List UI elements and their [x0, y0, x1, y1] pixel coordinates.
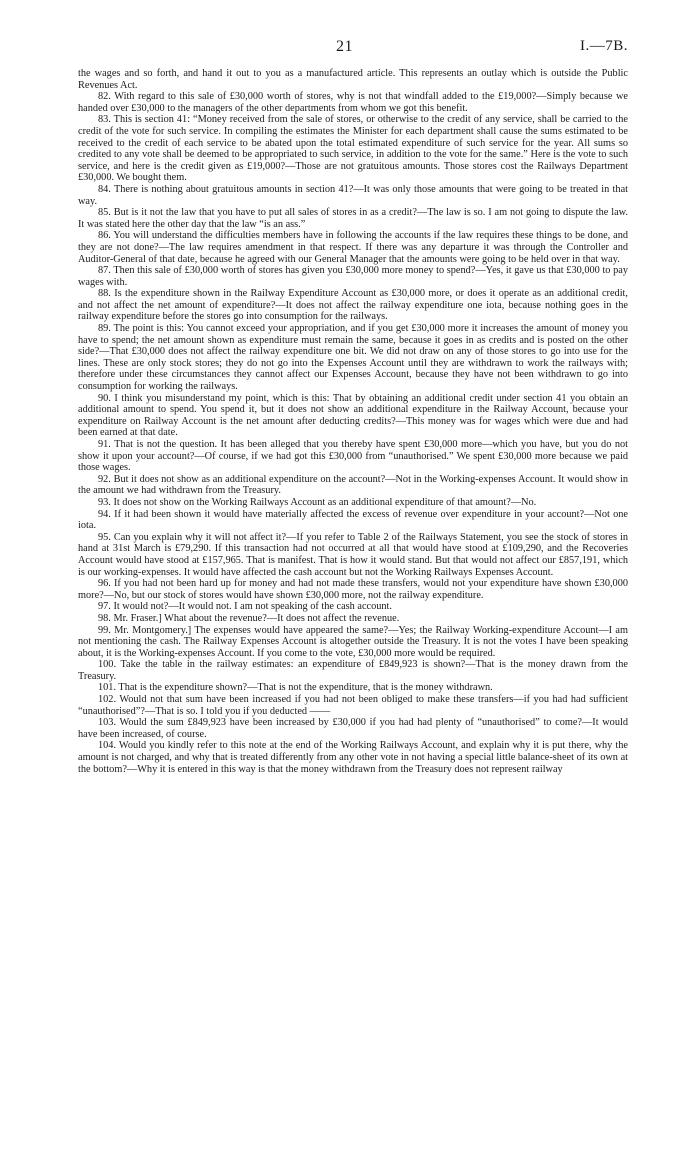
- paragraph-95: 95. Can you explain why it will not affect it?—If you refer to Table 2 of the Railways Statement, you see the stock of stores in hand at 31st March is £79,290. If this transaction had not occurred at all that would have stood at £109,290, and the Recoveries Account would have stood at £157,965. That is manifest. That is how it would stand. But that would not affect our £857,191, which is our working-expenses. It would have affected the cash account but not the Working Railways Expenses Account.: [78, 531, 628, 578]
- paragraph-93: 93. It does not show on the Working Railways Account as an additional expenditure of that amount?—No.: [98, 496, 537, 508]
- paragraph-100: 100. Take the table in the railway estimates: an expenditure of £849,923 is shown?—That is the money drawn from the Treasury.: [78, 659, 628, 682]
- paragraph-103: 103. Would the sum £849,923 have been increased by £30,000 if you had had plenty of “unauthorised” to come?—It would have been increased, of course.: [78, 717, 628, 740]
- paragraph-84: 84. There is nothing about gratuitous amounts in section 41?—It was only those amounts that were going to be treated in that way.: [78, 183, 628, 207]
- paragraph-continuation: the wages and so forth, and hand it out to you as a manufactured article. This represents an outlay which is outside the Public Revenues Act.: [78, 68, 628, 91]
- paragraph-82: 82. With regard to this sale of £30,000 worth of stores, why is not that windfall added to the £19,000?—Simply because we handed over £30,000 to the managers of the other departments from whom we got this benefit.: [78, 91, 628, 114]
- paragraph-89: 89. The point is this: You cannot exceed your appropriation, and if you get £30,000 more it increases the amount of money you have to spend; the net amount shown as expenditure must remain the same, because it goes in as credits and is posted on the other side?—That £30,000 does not affect the railway expenditure one bit. We did not draw on any of those stores to go into use for the lines. These are only stock stores; they do not go into the Expenses Account until they are withdrawn to work the railways with; therefore under these circumstances they cannot affect our Expenses Account, because they have not been withdrawn to go into consumption for working the railways.: [78, 323, 628, 393]
- body-text: [78, 68, 628, 775]
- document-page: [78, 38, 628, 775]
- paragraph-99: 99. Mr. Montgomery.] The expenses would have appeared the same?—Yes; the Railway Working-expenditure Account—I am not mentioning the cash. The Railway Expenses Account is altogether outside the Treasury. It is not the votes I have been speaking about, it is the Working-expenses Account. If you come to the vote, £30,000 more would be required.: [78, 624, 628, 659]
- paragraph-90: 90. I think you misunderstand my point, which is this: That by obtaining an additional credit under section 41 you obtain an additional amount to spend. You spend it, but it does not show an additional expenditure in the Railway Account, because your expenditure on Railway Account is the net amount after deducting credits?—This money was for wages which were due and had been earned at that date.: [78, 392, 628, 439]
- paragraph-98: 98. Mr. Fraser.] What about the revenue?—It does not affect the revenue.: [98, 612, 400, 624]
- paragraph-94: 94. If it had been shown it would have materially affected the excess of revenue over expenditure in your account?—Not one iota.: [78, 508, 628, 532]
- page-header: [78, 38, 628, 68]
- paragraph-85: 85. But is it not the law that you have to put all sales of stores in as a credit?—The law is so. I am not going to dispute the law. It was stated here the other day that the law “is an ass.”: [78, 207, 628, 230]
- paragraph-86: 86. You will understand the difficulties members have in following the accounts if the law requires these things to be done, and they are not done?—The law requires amendment in that respect. If there was any departure it was through the Controller and Auditor-General of that date, because he agreed with our General Manager that the amounts were going to be held over in that way.: [78, 230, 628, 265]
- paragraph-104: 104. Would you kindly refer to this note at the end of the Working Railways Account, and explain why it is put there, why the amount is not charged, and why that is treated differently from any other vote in not having a special little balance-sheet of its own at the bottom?—Why it is entered in this way is that the money withdrawn from the Treasury does not represent railway: [78, 740, 628, 775]
- paragraph-92: 92. But it does not show as an additional expenditure on the account?—Not in the Working-expenses Account. It would show in the amount we had withdrawn from the Treasury.: [78, 473, 628, 497]
- paragraph-91: 91. That is not the question. It has been alleged that you thereby have spent £30,000 more—which you have, but you do not show it upon your account?—Of course, if we had got this £30,000 from “unauthorised.” We spent £30,000 more because we paid those wages.: [78, 439, 628, 474]
- paragraph-97: 97. It would not?—It would not. I am not speaking of the cash account.: [98, 601, 392, 613]
- paragraph-83: 83. This is section 41: “Money received from the sale of stores, or otherwise to the credit of any service, shall be carried to the credit of the vote for such service. In compiling the estimates the Minister for each department shall cause the sums estimated to be received to the credit of each service to be abated upon the total estimated expenditure of such service for the year. All sums so credited to any vote shall be deemed to be appropriated to such service, in addition to the vote for the same.” Here is the vote to such service, and here is the credit given as £19,000?—Those are not gratuitous amounts. Those stores cost the Railways Department £30,000. We bought them.: [78, 114, 628, 184]
- paper-reference: I.—7B.: [580, 38, 628, 54]
- paragraph-101: 101. That is the expenditure shown?—That is not the expenditure, that is the money withdrawn.: [98, 682, 493, 694]
- paragraph-96: 96. If you had not been hard up for money and had not made these transfers, would not your expenditure have shown £30,000 more?—No, but our stock of stores would have shown £30,000 more, not the railway expenditure.: [78, 578, 628, 601]
- paragraph-87: 87. Then this sale of £30,000 worth of stores has given you £30,000 more money to spend?—Yes, it gave us that £30,000 to pay wages with.: [78, 265, 628, 288]
- paragraph-88: 88. Is the expenditure shown in the Railway Expenditure Account as £30,000 more, or does it operate as an additional credit, and not affect the net amount of expenditure?—It does not affect the railway expenditure one iota, because nothing goes in the railway expenditure before the stores go into consumption for the railways.: [78, 288, 628, 323]
- page-number: 21: [336, 38, 353, 55]
- paragraph-102: 102. Would not that sum have been increased if you had not been obliged to make these transfers—if you had had sufficient “unauthorised”?—That is so. I told you if you deducted ——: [78, 694, 628, 717]
